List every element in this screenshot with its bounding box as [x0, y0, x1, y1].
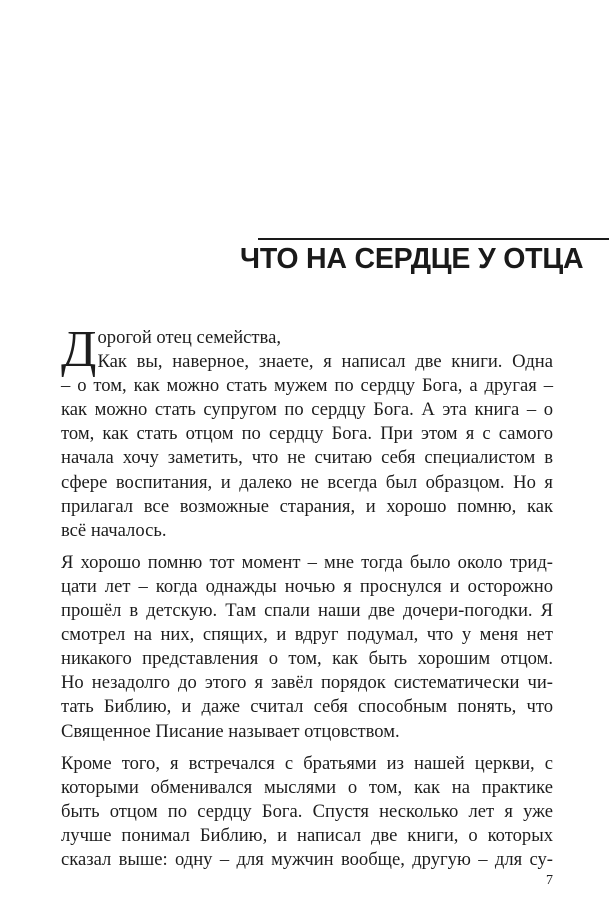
text-line: – о том, как можно стать мужем по сердцу Бога, а другая – — [61, 375, 553, 397]
page-number: 7 — [546, 873, 553, 888]
text-line: которыми обменивался мыслями о том, как на практике — [61, 776, 553, 798]
text-line: сказал выше: одну – для мужчин вообще, другую – для су- — [61, 848, 553, 870]
drop-cap: Д — [61, 321, 97, 378]
text-line: Как вы, наверное, знаете, я написал две книги. Одна — [97, 351, 553, 373]
chapter-title: ЧТО НА СЕРДЦЕ У ОТЦА — [240, 243, 584, 275]
salutation-line: орогой отец семейства, — [97, 327, 281, 348]
text-line: Кроме того, я встречался с братьями из нашей церкви, с — [61, 752, 553, 774]
text-line: прошёл в детскую. Там спали наши две дочери-погодки. Я — [61, 600, 553, 622]
opening-block — [61, 321, 553, 543]
paragraph — [61, 752, 553, 872]
text-line: прилагал все возможные старания, и хорошо помню, как — [61, 495, 553, 517]
text-line: тать Библию, и даже считал себя способным понять, что — [61, 696, 553, 718]
text-line: смотрел на них, спящих, и вдруг подумал, что у меня нет — [61, 624, 553, 646]
text-line: Но незадолго до этого я завёл порядок систематически чи- — [61, 672, 553, 694]
text-line: как можно стать супругом по сердцу Бога. А эта книга – о — [61, 399, 553, 421]
title-rule — [258, 238, 609, 240]
text-line: никакого представления о том, как быть хорошим отцом. — [61, 648, 553, 670]
body-text — [61, 321, 553, 872]
text-line: сфере воспитания, и далеко не всегда был образцом. Но я — [61, 471, 553, 493]
text-line: том, как стать отцом по сердцу Бога. При этом я с самого — [61, 423, 553, 445]
text-line: лучше понимал Библию, и написал две книги, о которых — [61, 824, 553, 846]
text-line: Я хорошо помню тот момент – мне тогда было около трид- — [61, 551, 553, 573]
paragraph — [61, 551, 553, 744]
text-line: быть отцом по сердцу Бога. Спустя несколько лет я уже — [61, 800, 553, 822]
text-line: Священное Писание называет отцовством. — [61, 720, 400, 742]
text-line: всё началось. — [61, 519, 167, 541]
text-line: начала хочу заметить, что не считаю себя специалистом в — [61, 447, 553, 469]
text-line: цати лет – когда однажды ночью я проснулся и осторожно — [61, 575, 553, 597]
